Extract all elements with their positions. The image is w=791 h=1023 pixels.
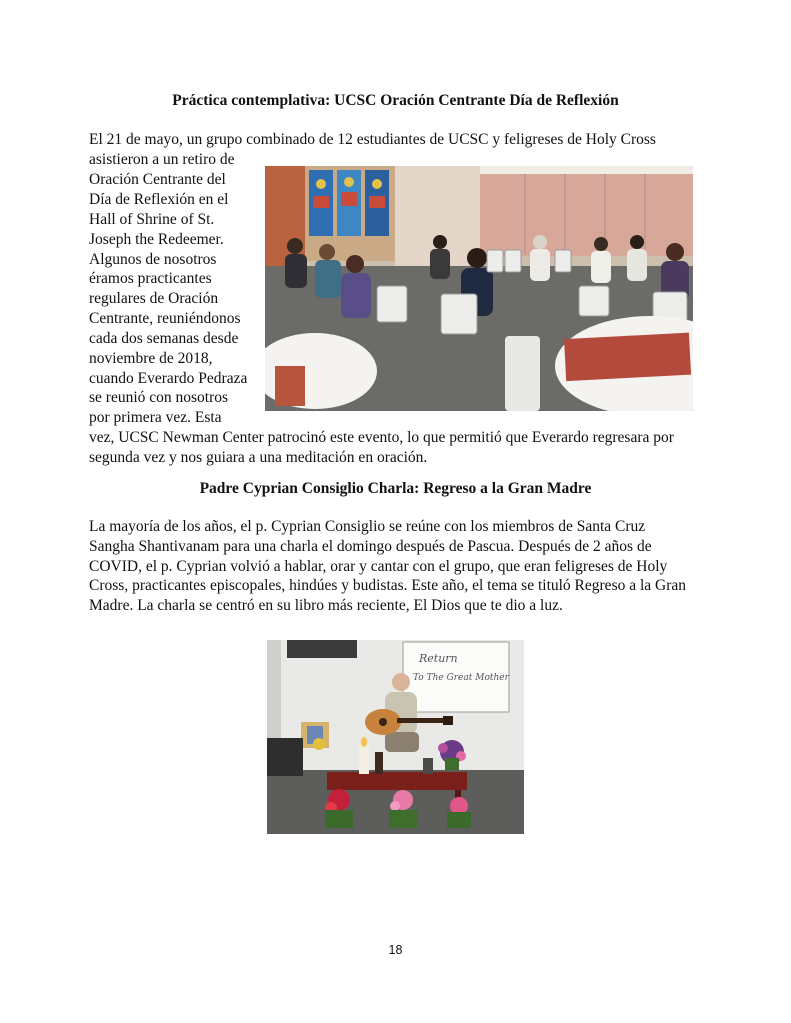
whiteboard-text-line1: Return	[419, 652, 458, 665]
body-line: Centrante, reuniéndonos	[89, 310, 241, 327]
body-line: Algunos de nosotros	[89, 251, 217, 268]
body-line: Sangha Shantivanam para una charla el domingo después de Pascua. Después de 2 años de	[89, 538, 652, 555]
body-line: COVID, el p. Cyprian volvió a hablar, orar y cantar con el grupo, que eran feligreses de Holy	[89, 558, 668, 575]
body-line: se reunió con nosotros	[89, 389, 229, 406]
body-line: Cross, practicantes episcopales, hindúes y budistas. Este año, el tema se tituló Regreso a la Gran	[89, 577, 687, 594]
body-line: vez, UCSC Newman Center patrocinó este evento, lo que permitió que Everardo regresara por	[89, 429, 674, 446]
body-line: cuando Everardo Pedraza	[89, 370, 248, 387]
section-heading-centering-prayer: Práctica contemplativa: UCSC Oración Centrante Día de Reflexión	[172, 92, 619, 109]
cyprian-guitar-photo	[267, 640, 524, 834]
body-line: Hall of Shrine of St.	[89, 211, 215, 228]
body-line: por primera vez. Esta	[89, 409, 222, 426]
section-heading-cyprian-talk: Padre Cyprian Consiglio Charla: Regreso a la Gran Madre	[199, 480, 592, 497]
body-line: Oración Centrante del	[89, 171, 226, 188]
body-line: regulares de Oración	[89, 290, 219, 307]
retreat-group-photo	[265, 166, 693, 411]
body-line: asistieron a un retiro de	[89, 151, 235, 168]
body-line: cada dos semanas desde	[89, 330, 239, 347]
body-line: La mayoría de los años, el p. Cyprian Consiglio se reúne con los miembros de Santa Cruz	[89, 518, 646, 535]
whiteboard-text-line2: To The Great Mother	[413, 673, 509, 683]
page-number: 18	[388, 943, 403, 957]
body-line: noviembre de 2018,	[89, 350, 213, 367]
body-line: segunda vez y nos guiara a una meditación en oración.	[89, 449, 428, 466]
body-line: éramos practicantes	[89, 270, 212, 287]
body-line: Día de Reflexión en el	[89, 191, 229, 208]
body-line: Joseph the Redeemer.	[89, 231, 224, 248]
body-line: El 21 de mayo, un grupo combinado de 12 estudiantes de UCSC y feligreses de Holy Cross	[89, 131, 656, 148]
body-line: Madre. La charla se centró en su libro más reciente, El Dios que te dio a luz.	[89, 597, 563, 614]
